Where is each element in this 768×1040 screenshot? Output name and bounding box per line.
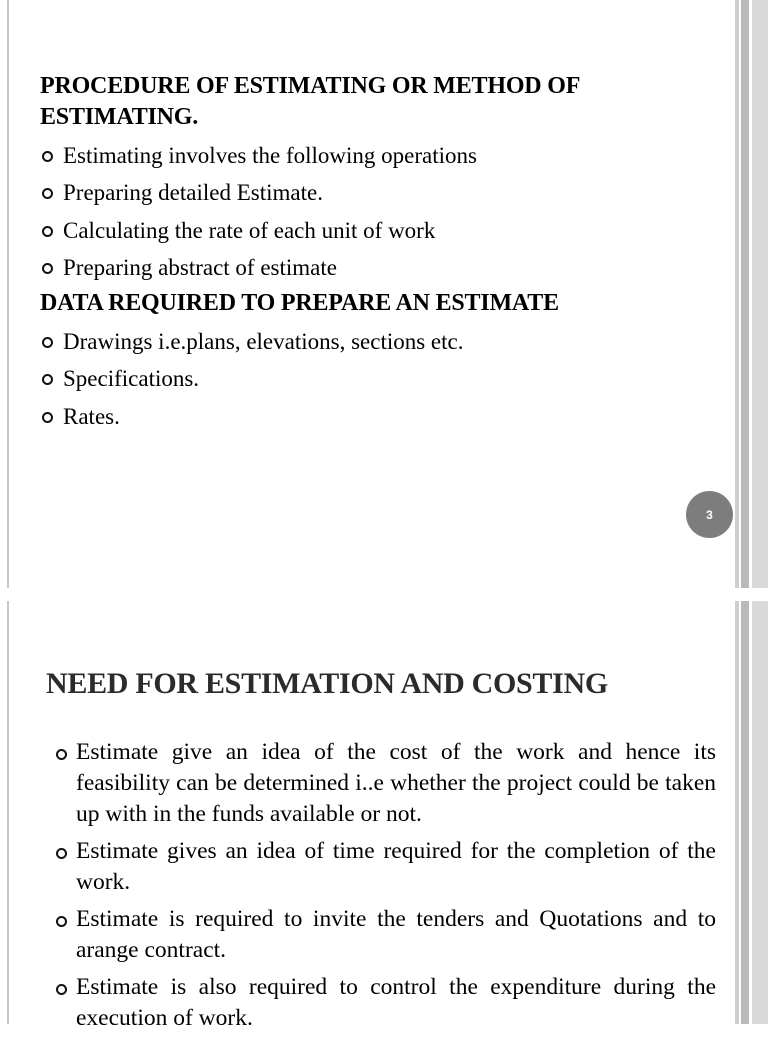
hollow-circle-bullet-icon xyxy=(42,337,53,348)
slide-separator xyxy=(0,588,768,601)
page-number-badge: 3 xyxy=(686,491,733,538)
hollow-circle-bullet-icon xyxy=(42,226,53,237)
need-for-estimation-list xyxy=(55,737,716,1040)
hollow-circle-bullet-icon xyxy=(42,151,53,162)
section-heading-data-required: DATA REQUIRED TO PREPARE AN ESTIMATE xyxy=(40,290,559,316)
list-item: Estimate is required to invite the tenders and Quotations and to arange contract. xyxy=(55,904,716,966)
right-border-bar xyxy=(735,0,739,588)
list-item: Preparing detailed Estimate. xyxy=(40,174,477,211)
right-border-bar xyxy=(752,0,768,588)
list-item: Estimate is also required to control the expenditure during the execution of work. xyxy=(55,972,716,1034)
list-item: Estimate gives an idea of time required for the completion of the work. xyxy=(55,836,716,898)
list-item: Drawings i.e.plans, elevations, sections etc. xyxy=(40,323,463,360)
hollow-circle-bullet-icon xyxy=(56,916,67,927)
right-border-bar xyxy=(735,601,739,1024)
hollow-circle-bullet-icon xyxy=(56,984,67,995)
hollow-circle-bullet-icon xyxy=(42,188,53,199)
hollow-circle-bullet-icon xyxy=(42,263,53,274)
data-required-list xyxy=(40,323,463,435)
list-item: Preparing abstract of estimate xyxy=(40,249,477,286)
slide-title: NEED FOR ESTIMATION AND COSTING xyxy=(46,667,608,700)
left-border-rule xyxy=(7,0,9,588)
right-border-bar xyxy=(741,601,749,1024)
right-border-bar xyxy=(752,601,768,1024)
list-item: Calculating the rate of each unit of work xyxy=(40,212,477,249)
list-item: Estimating involves the following operations xyxy=(40,137,477,174)
list-item: Specifications. xyxy=(40,360,463,397)
list-item: Rates. xyxy=(40,398,463,435)
hollow-circle-bullet-icon xyxy=(42,412,53,423)
left-border-rule xyxy=(7,601,9,1024)
hollow-circle-bullet-icon xyxy=(42,374,53,385)
hollow-circle-bullet-icon xyxy=(56,749,67,760)
list-item: Estimate give an idea of the cost of the work and hence its feasibility can be determined i..e whether the project could be taken up with in the funds available or not. xyxy=(55,737,716,830)
section-heading-procedure: PROCEDURE OF ESTIMATING OR METHOD OF ESTIMATING. xyxy=(40,73,580,130)
procedure-list xyxy=(40,137,477,286)
hollow-circle-bullet-icon xyxy=(56,848,67,859)
right-border-bar xyxy=(741,0,749,588)
